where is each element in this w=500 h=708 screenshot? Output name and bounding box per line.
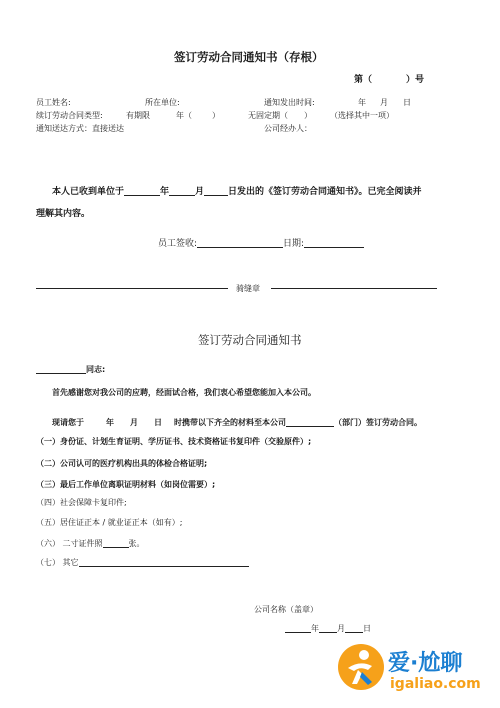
seam-line-left <box>36 288 228 289</box>
company-month: 月 <box>337 624 345 633</box>
notice-date-label: 通知发出时间: <box>264 98 315 107</box>
request-year: 年 <box>106 418 114 427</box>
fixed-term-years <box>176 110 220 121</box>
request-suffix: （部门）签订劳动合同。 <box>334 418 422 427</box>
open-term-label: 无固定期（ <box>248 111 288 120</box>
request-month: 月 <box>130 418 138 427</box>
photo-prefix: （六） 二寸证件照 <box>36 539 103 548</box>
company-name-label: 公司名称（盖章） <box>254 605 318 614</box>
company-year-blank <box>285 622 311 633</box>
sign-label: 员工签收: <box>158 239 198 249</box>
other-item <box>36 556 249 568</box>
ack-prefix: 本人已收到单位于 <box>52 187 125 197</box>
ack-month-blank <box>169 185 195 196</box>
acknowledgement-line2: 理解其内容。 <box>36 209 91 219</box>
renew-type-label: 续订劳动合同类型: <box>36 111 103 120</box>
recipient-name-blank <box>36 363 86 374</box>
request-row <box>52 416 422 428</box>
seam-line-right <box>271 288 437 289</box>
notice-day: 日 <box>403 98 411 107</box>
number-suffix: ）号 <box>406 75 425 85</box>
intro-text: 首先感谢您对我公司的应聘，经面试合格，我们衷心希望您能加入本公司。 <box>52 388 316 397</box>
watermark-url: igaliao.com <box>390 676 481 692</box>
seam-stamp-label: 骑缝章 <box>236 284 260 293</box>
watermark-brand: 爱·尬聊 <box>388 651 463 676</box>
photo-count-blank <box>103 537 129 548</box>
sign-row <box>158 236 364 249</box>
ack-year-blank <box>124 185 160 196</box>
sign-date-field <box>304 237 364 248</box>
photo-item <box>36 537 145 549</box>
request-prefix: 现请您于 <box>52 418 84 427</box>
greeting-row <box>36 363 105 375</box>
list-item: （四）社会保障卡复印件; <box>36 498 127 507</box>
unit-label: 所在单位: <box>145 98 180 107</box>
runner-icon <box>338 644 384 690</box>
company-day-blank <box>345 622 363 633</box>
year-paren-close: ） <box>212 111 220 120</box>
company-date-row <box>285 622 371 634</box>
manager-label: 公司经办人： <box>264 124 312 133</box>
photo-suffix: 张。 <box>128 539 145 548</box>
number-prefix: 第（ <box>354 75 373 85</box>
open-term-close: ） <box>304 111 312 120</box>
department-blank <box>286 416 334 427</box>
year-paren-open: 年（ <box>176 111 192 120</box>
signature-field <box>197 237 283 248</box>
ack-month: 月 <box>195 187 205 197</box>
ack-day-blank <box>204 185 228 196</box>
request-mid: 时携带以下齐全的材料至本公司 <box>174 418 286 427</box>
notice-title: 签订劳动合同通知书 <box>198 333 302 347</box>
company-year: 年 <box>311 624 319 633</box>
fixed-term-label: 有期限 <box>126 111 150 120</box>
list-item: （五）居住证正本 / 就业证正本（如有）; <box>36 518 183 527</box>
choose-one-note: （选择其中一项） <box>330 111 394 120</box>
open-term <box>248 110 312 121</box>
other-blank <box>79 556 249 567</box>
request-day: 日 <box>154 418 162 427</box>
list-item: （二）公司认可的医疗机构出具的体检合格证明; <box>36 459 208 468</box>
date-label: 日期: <box>283 239 305 249</box>
delivery-method: 通知送达方式：直接送达 <box>36 124 124 133</box>
other-label: （七） 其它 <box>36 558 79 567</box>
company-month-blank <box>319 622 337 633</box>
stub-number <box>354 72 424 85</box>
notice-month: 月 <box>380 98 388 107</box>
ack-year: 年 <box>160 187 170 197</box>
greeting: 同志: <box>86 365 106 374</box>
list-item: （一）身份证、计划生育证明、学历证书、技术资格证书复印件（交验原件）; <box>36 437 312 446</box>
company-day: 日 <box>363 624 371 633</box>
list-item: （三）最后工作单位离职证明材料（如岗位需要）; <box>36 480 216 489</box>
acknowledgement-line1 <box>52 184 422 197</box>
stub-title: 签订劳动合同通知书（存根） <box>174 50 324 64</box>
notice-year: 年 <box>358 98 366 107</box>
ack-issue-text: 日发出的《签订劳动合同通知书》。已完全阅读并 <box>228 187 422 197</box>
watermark-logo-icon <box>338 644 384 690</box>
employee-name-label: 员工姓名: <box>36 98 71 107</box>
